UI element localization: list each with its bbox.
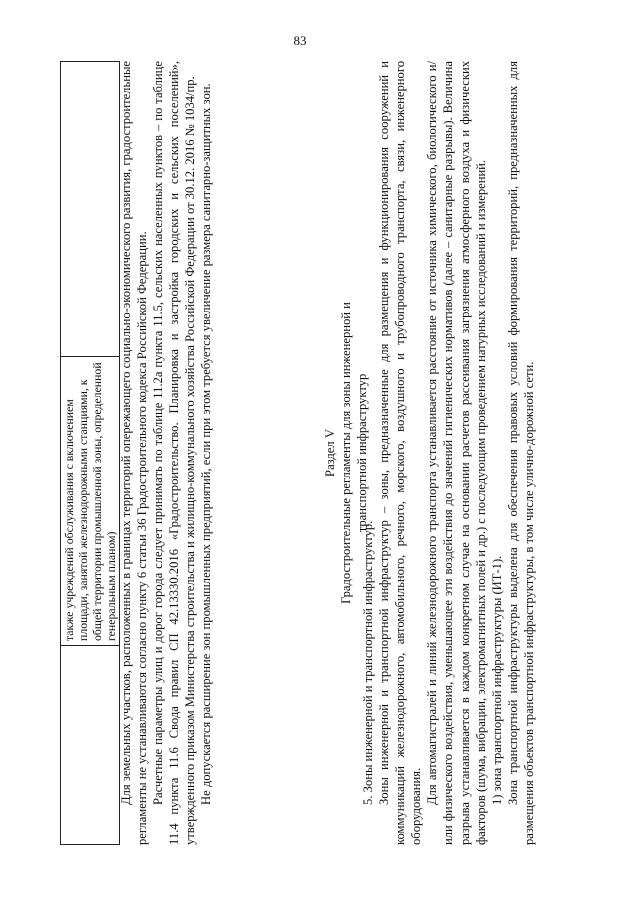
table-cell-2: также учреждений обслуживания с включением площади, занятой железнодорожными станциями, к общей территории промышленной зоны, определенной генеральным планом) xyxy=(61,357,120,646)
paragraph: 1) зона транспортной инфраструктуры (ИТ-1). xyxy=(489,555,504,805)
regulation-table-fragment xyxy=(60,61,120,845)
table-cell-1 xyxy=(61,646,120,845)
paragraph: Для земельных участков, расположенных в границах территорий опережающего социально-экономического развития, градостроительные регламенты не устанавливаются согласно пункту 6 статьи 36 Градостроительного кодекса Российской Федерации. xyxy=(119,61,150,845)
rotated-content xyxy=(60,32,580,853)
section-title-line-1: Градостроительные регламенты для зоны инженерной и xyxy=(339,302,354,604)
bottom-paragraphs xyxy=(360,61,537,845)
paragraph: Зоны инженерной и транспортной инфраструктур – зоны, предназначенные для размещения и функционирования сооружений и коммуникаций железнодорожного, автомобильного, речного, морского, воздушного и трубопроводного транспорта, связи, инженерного оборудования. xyxy=(377,61,424,845)
section-label: Раздел V xyxy=(323,429,337,477)
paragraph: Для автомагистралей и линий железнодорожного транспорта устанавливается расстояние от источника химического, биологического и/или физического воздействия, уменьшающее эти воздействия до значений гигиенических нормативов (далее – санитарные разрывы). Величина разрыва устанавливается в каждом конкретном случае на основании расчетов рассеивания загрязнения атмосферного воздуха и физических факторов (шума, вибрации, электромагнитных полей и др.) с последующим проведением натурных исследований и измерений. xyxy=(425,61,488,845)
top-paragraphs xyxy=(118,61,215,845)
paragraph: Не допускается расширение зон промышленных предприятий, если при этом требуется увеличение размера санитарно-защитных зон. xyxy=(199,83,214,805)
page-number: 83 xyxy=(293,32,307,48)
table-row xyxy=(61,62,120,845)
table-cell-3 xyxy=(61,62,120,357)
section-title-line-2: транспортной инфраструктур xyxy=(355,373,370,533)
paragraph: 5. Зоны инженерной и транспортной инфраструктур. xyxy=(361,520,375,805)
paragraph: Зона транспортной инфраструктуры выделена для обеспечения правовых условий формирования территорий, предназначенных для размещения объектов транспортной инфраструктуры, в том числе улично-дорожной сети. xyxy=(505,61,536,845)
paragraph: Расчетные параметры улиц и дорог города следует принимать по таблице 11.2а пункта 11.5, сельских населенных пунктов – по таблице 11.4 пункта 11.6 Свода правил СП 42.13330.2016 «Градостроительство. Планировка и застройка городских и сельских поселений», утвержденного приказом Министерства строительства и жилищно-коммунального хозяйства Российской Федерации от 30.12. 2016 № 1034/пр. xyxy=(151,61,198,845)
